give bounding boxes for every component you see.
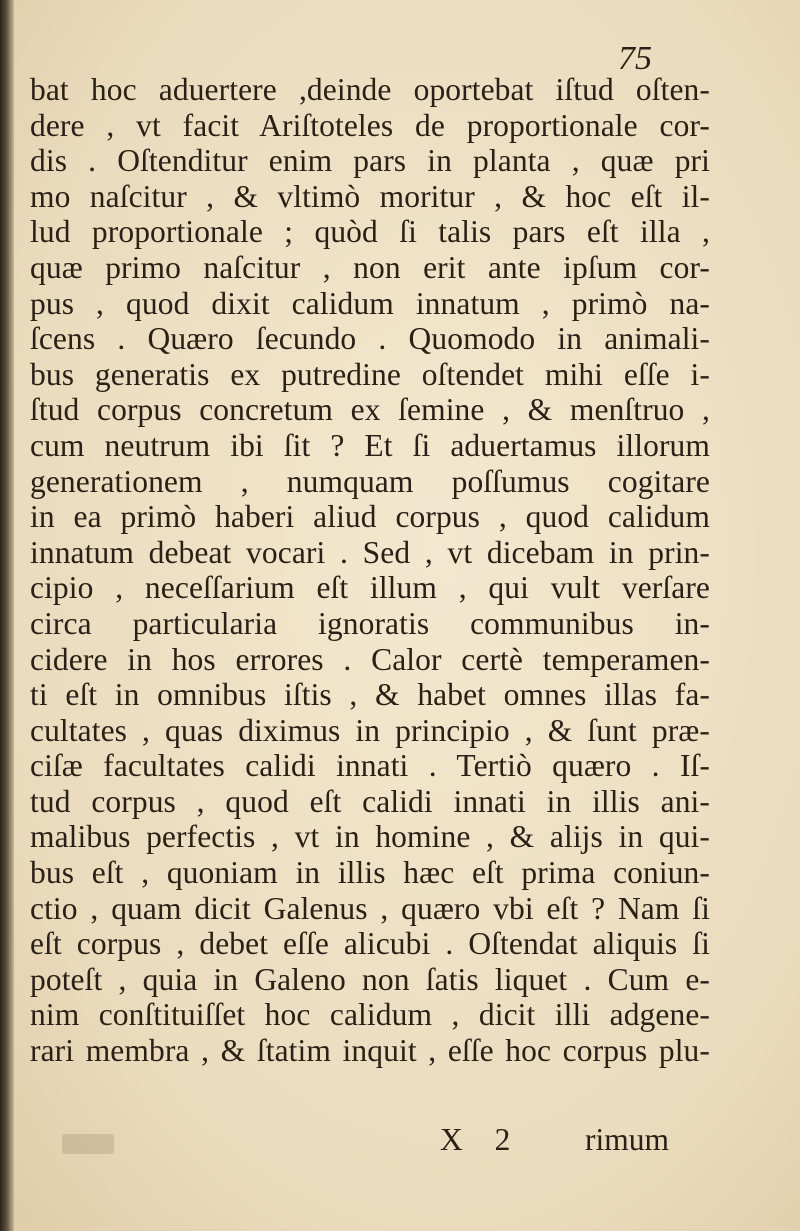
text-line: dis . Oſtenditur enim pars in planta , quæ pri — [30, 143, 710, 179]
text-line: cultates , quas diximus in principio , & ſunt præ- — [30, 712, 710, 748]
text-line: cidere in hos errores . Calor certè temperamen- — [30, 641, 710, 677]
text-line: ſtud corpus concretum ex ſemine , & menſtruo , — [30, 392, 710, 428]
text-line: in ea primò haberi aliud corpus , quod calidum — [30, 499, 710, 535]
text-line: mo naſcitur , & vltimò moritur , & hoc eſt il- — [30, 178, 710, 214]
text-line: innatum debeat vocari . Sed , vt dicebam in prin- — [30, 534, 710, 570]
catchword: rimum — [585, 1122, 669, 1157]
text-line: cum neutrum ibi ſit ? Et ſi aduertamus illorum — [30, 427, 710, 463]
text-line: bus generatis ex putredine oſtendet mihi eſſe i- — [30, 356, 710, 392]
text-line: ti eſt in omnibus iſtis , & habet omnes illas fa- — [30, 677, 710, 713]
text-line: bat hoc aduertere ,deinde oportebat iſtud oſten- — [30, 72, 710, 107]
text-line: dere , vt facit Ariſtoteles de proportionale cor- — [30, 107, 710, 143]
text-line: ſcens . Quæro ſecundo . Quomodo in animali- — [30, 321, 710, 357]
text-line: eſt corpus , debet eſſe alicubi . Oſtendat aliquis ſi — [30, 926, 710, 962]
text-line: ctio , quam dicit Galenus , quæro vbi eſt ? Nam ſi — [30, 890, 710, 926]
text-line: pus , quod dixit calidum innatum , primò na- — [30, 285, 710, 321]
text-line: lud proportionale ; quòd ſi talis pars eſt illa , — [30, 214, 710, 250]
text-line: ciſæ facultates calidi innati . Tertiò quæro . Iſ- — [30, 748, 710, 784]
body-text — [30, 72, 710, 1069]
signature-mark: X 2 — [440, 1122, 523, 1157]
text-line: rari membra , & ſtatim inquit , eſſe hoc corpus plu- — [30, 1033, 710, 1069]
text-line: generationem , numquam poſſumus cogitare — [30, 463, 710, 499]
text-line: quæ primo naſcitur , non erit ante ipſum cor- — [30, 249, 710, 285]
text-line: tud corpus , quod eſt calidi innati in illis ani- — [30, 783, 710, 819]
page-footer — [30, 1122, 710, 1158]
binding-edge — [0, 0, 14, 1231]
text-line: malibus perfectis , vt in homine , & alijs in qui- — [30, 819, 710, 855]
text-line: circa particularia ignoratis communibus in- — [30, 605, 710, 641]
page-number: 75 — [618, 40, 652, 77]
text-line: cipio , neceſſarium eſt illum , qui vult verſare — [30, 570, 710, 606]
text-line: nim conſtituiſſet hoc calidum , dicit illi adgene- — [30, 997, 710, 1033]
text-line: poteſt , quia in Galeno non ſatis liquet . Cum e- — [30, 961, 710, 997]
text-line: bus eſt , quoniam in illis hæc eſt prima coniun- — [30, 855, 710, 891]
